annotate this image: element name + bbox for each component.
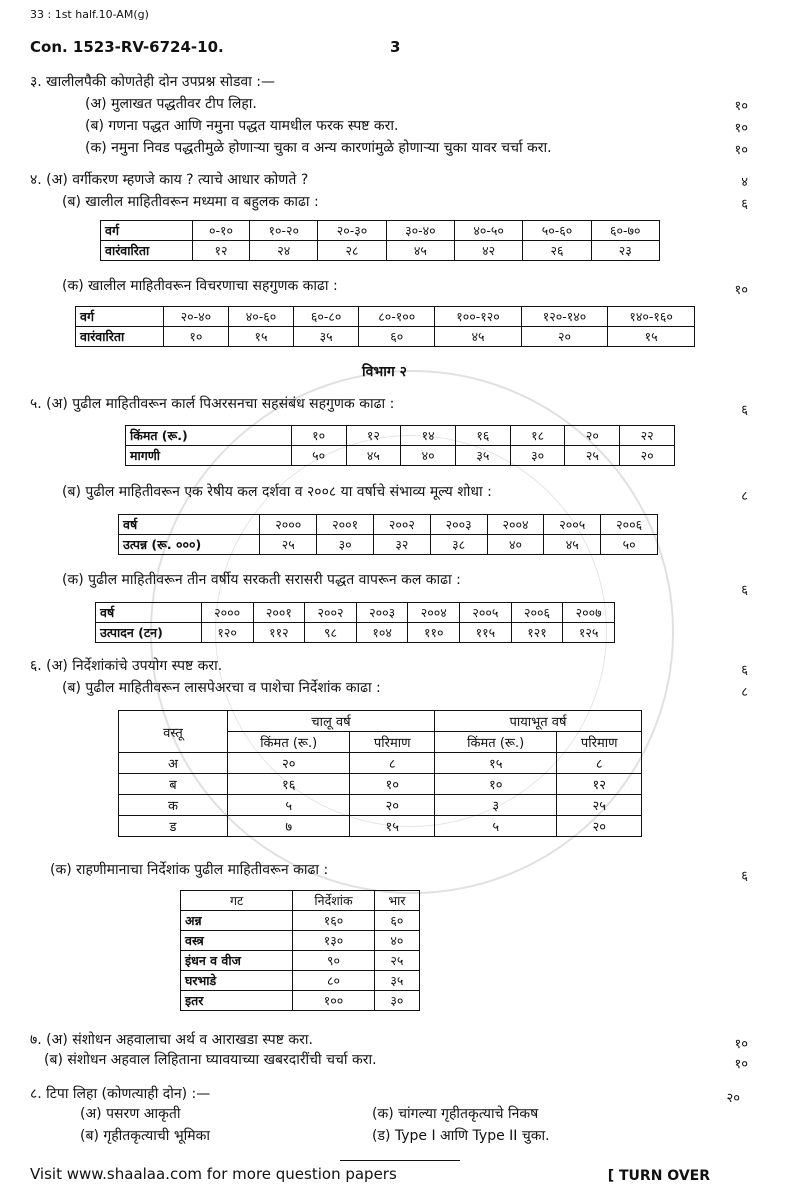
table-cell: ५०-६० <box>523 221 591 241</box>
paper-code: 33 : 1st half.10-AM(g) <box>30 8 149 21</box>
table-cell: ३० <box>510 446 565 466</box>
q8-marks: २० <box>726 1091 740 1106</box>
table-cell: २० <box>350 795 435 816</box>
table-cell: ६०-८० <box>294 307 359 327</box>
q7-b-marks: १० <box>734 1057 748 1072</box>
table-cell: २६ <box>523 241 591 261</box>
q4-table-1 <box>100 220 660 261</box>
table-cell: २० <box>228 753 350 774</box>
table-cell: १०-२० <box>250 221 318 241</box>
q5-a: ५. (अ) पुढील माहितीवरून कार्ल पिअरसनचा सहसंबंध सहगुणक काढा : <box>30 396 395 412</box>
table-cell: ३० <box>317 535 374 555</box>
q8-c: (क) चांगल्या गृहीतकृत्याचे निकष <box>372 1106 539 1122</box>
q3-a-marks: १० <box>734 99 748 114</box>
table-cell: २००५ <box>460 603 512 623</box>
end-divider <box>340 1160 460 1161</box>
q4-a: ४. (अ) वर्गीकरण म्हणजे काय ? त्याचे आधार कोणते ? <box>30 172 309 188</box>
table-cell: १४ <box>401 426 456 446</box>
q6-a-marks: ६ <box>741 663 748 678</box>
table-cell: ६० <box>374 911 419 931</box>
table-row <box>181 951 420 971</box>
q5-table-c <box>95 602 615 643</box>
table-cell: ४०-५० <box>455 221 523 241</box>
table-row <box>76 307 695 327</box>
table-cell: इंधन व वीज <box>181 951 293 971</box>
table-cell: ३० <box>374 991 419 1011</box>
table-cell: ३०-४० <box>386 221 454 241</box>
q3-b-marks: १० <box>734 121 748 136</box>
table-header-price: किंमत (रू.) <box>126 426 292 446</box>
table-cell: २०-४० <box>163 307 228 327</box>
table-cell: २० <box>565 426 620 446</box>
table-cell: २० <box>521 327 608 347</box>
q5-c: (क) पुढील माहितीवरून तीन वर्षीय सरकती सरासरी पद्धत वापरून कल काढा : <box>62 572 461 588</box>
q5-a-marks: ६ <box>741 403 748 418</box>
table-header-price: किंमत (रू.) <box>434 732 556 753</box>
table-cell: २००१ <box>253 603 305 623</box>
table-cell: २००५ <box>544 515 601 535</box>
table-cell: १२ <box>192 241 249 261</box>
table-cell: ६०-७० <box>591 221 659 241</box>
q3-c: (क) नमुना निवड पद्धतीमुळे होणाऱ्या चुका व अन्य कारणांमुळे होणाऱ्या चुका यावर चर्चा करा. <box>85 140 552 156</box>
table-cell: १२५ <box>563 623 615 643</box>
q4-b: (ब) खालील माहितीवरून मध्यमा व बहुलक काढा : <box>62 194 319 210</box>
turn-over-label: [ TURN OVER <box>607 1168 710 1184</box>
table-cell: १५ <box>608 327 695 347</box>
table-cell: ५० <box>601 535 658 555</box>
table-cell: १६ <box>456 426 511 446</box>
table-cell: ३५ <box>294 327 359 347</box>
q5-table-b <box>118 514 658 555</box>
table-cell: २००० <box>260 515 317 535</box>
table-cell: २००३ <box>356 603 408 623</box>
table-cell: ११२ <box>253 623 305 643</box>
table-cell: २५ <box>557 795 642 816</box>
table-cell: २५ <box>565 446 620 466</box>
table-header-quantity: परिमाण <box>350 732 435 753</box>
table-cell: ३८ <box>430 535 487 555</box>
table-cell: १२० <box>201 623 253 643</box>
q4-c-marks: १० <box>734 283 748 298</box>
footer-visit-text: Visit www.shaalaa.com for more question papers <box>30 1165 397 1183</box>
table-row <box>96 603 615 623</box>
table-cell: २००७ <box>563 603 615 623</box>
table-cell: १५ <box>228 327 293 347</box>
table-header-demand: मागणी <box>126 446 292 466</box>
q6-b-marks: ८ <box>741 685 748 700</box>
table-cell: १४०-१६० <box>608 307 695 327</box>
table-header-frequency: वारंवारिता <box>101 241 193 261</box>
q6-c: (क) राहणीमानाचा निर्देशांक पुढील माहितीवरून काढा : <box>50 862 329 878</box>
table-cell: ११५ <box>460 623 512 643</box>
q4-c: (क) खालील माहितीवरून विचरणाचा सहगुणक काढा : <box>62 278 338 294</box>
table-cell: ०-१० <box>192 221 249 241</box>
table-header-class: वर्ग <box>101 221 193 241</box>
table-row <box>126 446 675 466</box>
table-cell: १० <box>291 426 346 446</box>
table-cell: २०-३० <box>318 221 386 241</box>
table-cell: २००३ <box>430 515 487 535</box>
table-cell: २००४ <box>408 603 460 623</box>
table-header-group: गट <box>181 891 293 911</box>
table-cell: १० <box>350 774 435 795</box>
table-cell: ७ <box>228 816 350 837</box>
q7-a: ७. (अ) संशोधन अहवालाचा अर्थ व आराखडा स्पष्ट करा. <box>30 1032 313 1048</box>
q8-d: (ड) Type I आणि Type II चुका. <box>372 1128 550 1144</box>
table-row <box>101 221 660 241</box>
table-cell: ३५ <box>456 446 511 466</box>
section-heading: विभाग २ <box>362 364 407 380</box>
con-number: Con. 1523-RV-6724-10. <box>30 38 224 56</box>
table-cell: घरभाडे <box>181 971 293 991</box>
table-cell: २८ <box>318 241 386 261</box>
q6-table-b <box>118 710 642 837</box>
q5-c-marks: ६ <box>741 583 748 598</box>
table-cell: ३२ <box>373 535 430 555</box>
table-cell: २५ <box>374 951 419 971</box>
table-cell: ८० <box>293 971 375 991</box>
table-cell: क <box>119 795 228 816</box>
table-header-frequency: वारंवारिता <box>76 327 164 347</box>
table-cell: ३५ <box>374 971 419 991</box>
table-cell: १५ <box>434 753 556 774</box>
q4-b-marks: ६ <box>741 197 748 212</box>
table-cell: २००१ <box>317 515 374 535</box>
q8-a: (अ) पसरण आकृती <box>80 1106 181 1122</box>
table-header-item: वस्तू <box>119 711 228 753</box>
table-cell: १००-१२० <box>435 307 522 327</box>
table-header-current-year: चालू वर्ष <box>228 711 435 732</box>
q6-a: ६. (अ) निर्देशांकांचे उपयोग स्पष्ट करा. <box>30 658 223 674</box>
table-cell: वस्त्र <box>181 931 293 951</box>
q6-table-c <box>180 890 420 1011</box>
table-header-index: निर्देशांक <box>293 891 375 911</box>
table-cell: ४५ <box>386 241 454 261</box>
table-header-year: वर्ष <box>96 603 202 623</box>
table-cell: १२ <box>557 774 642 795</box>
table-cell: अ <box>119 753 228 774</box>
table-cell: ६० <box>359 327 435 347</box>
table-cell: २००६ <box>601 515 658 535</box>
table-row <box>76 327 695 347</box>
q3-b: (ब) गणना पद्धत आणि नमुना पद्धत यामधील फरक स्पष्ट करा. <box>85 118 399 134</box>
table-header-class: वर्ग <box>76 307 164 327</box>
table-cell: ४५ <box>346 446 401 466</box>
table-cell: ५ <box>228 795 350 816</box>
q6-b: (ब) पुढील माहितीवरून लासपेअरचा व पाशेचा निर्देशांक काढा : <box>62 680 381 696</box>
table-header-year: वर्ष <box>119 515 260 535</box>
table-row <box>101 241 660 261</box>
table-cell: ५ <box>434 816 556 837</box>
table-cell: २० <box>557 816 642 837</box>
table-cell: ९८ <box>305 623 357 643</box>
q5-b-marks: ८ <box>741 489 748 504</box>
table-cell: १२०-१४० <box>521 307 608 327</box>
table-cell: १०४ <box>356 623 408 643</box>
table-cell: २००२ <box>373 515 430 535</box>
table-cell: २३ <box>591 241 659 261</box>
table-cell: १२ <box>346 426 401 446</box>
table-row <box>126 426 675 446</box>
table-cell: ८ <box>557 753 642 774</box>
table-cell: २५ <box>260 535 317 555</box>
table-cell: ३ <box>434 795 556 816</box>
table-cell: १० <box>434 774 556 795</box>
table-cell: १० <box>163 327 228 347</box>
table-header-weight: भार <box>374 891 419 911</box>
table-header-quantity: परिमाण <box>557 732 642 753</box>
table-cell: ४०-६० <box>228 307 293 327</box>
table-cell: ९० <box>293 951 375 971</box>
table-row <box>119 515 658 535</box>
table-cell: २००२ <box>305 603 357 623</box>
table-cell: अन्न <box>181 911 293 931</box>
table-cell: १२१ <box>511 623 563 643</box>
table-row <box>181 931 420 951</box>
table-row <box>119 753 642 774</box>
table-header-income: उत्पन्न (रू. ०००) <box>119 535 260 555</box>
table-header-price: किंमत (रू.) <box>228 732 350 753</box>
table-cell: २००० <box>201 603 253 623</box>
table-cell: ४५ <box>435 327 522 347</box>
table-cell: १०० <box>293 991 375 1011</box>
table-cell: २००४ <box>487 515 544 535</box>
table-row <box>181 991 420 1011</box>
table-cell: ५० <box>291 446 346 466</box>
table-header-production: उत्पादन (टन) <box>96 623 202 643</box>
table-cell: ११० <box>408 623 460 643</box>
table-cell: २२ <box>620 426 675 446</box>
table-row <box>119 816 642 837</box>
table-cell: ड <box>119 816 228 837</box>
table-row <box>119 535 658 555</box>
q7-b: (ब) संशोधन अहवाल लिहिताना घ्यावयाच्या खबरदारींची चर्चा करा. <box>44 1052 377 1068</box>
table-cell: ब <box>119 774 228 795</box>
table-cell: २४ <box>250 241 318 261</box>
table-row <box>119 711 642 732</box>
table-cell: १८ <box>510 426 565 446</box>
table-row <box>181 911 420 931</box>
table-cell: ४० <box>401 446 456 466</box>
q3-title: ३. खालीलपैकी कोणतेही दोन उपप्रश्न सोडवा :— <box>30 74 276 90</box>
q4-table-2 <box>75 306 695 347</box>
table-cell: १६ <box>228 774 350 795</box>
table-cell: २० <box>620 446 675 466</box>
table-header-base-year: पायाभूत वर्ष <box>434 711 641 732</box>
table-cell: ४० <box>374 931 419 951</box>
q4-a-marks: ४ <box>741 175 748 190</box>
page-number: 3 <box>390 38 401 56</box>
table-row <box>96 623 615 643</box>
q6-c-marks: ६ <box>741 869 748 884</box>
table-cell: इतर <box>181 991 293 1011</box>
q8-title: ८. टिपा लिहा (कोणत्याही दोन) :— <box>30 1086 211 1102</box>
table-row <box>181 891 420 911</box>
q3-c-marks: १० <box>734 143 748 158</box>
table-cell: १५ <box>350 816 435 837</box>
table-cell: ४५ <box>544 535 601 555</box>
q5-b: (ब) पुढील माहितीवरून एक रेषीय कल दर्शवा व २००८ या वर्षाचे संभाव्य मूल्य शोधा : <box>62 484 492 500</box>
table-row <box>119 795 642 816</box>
table-cell: २००६ <box>511 603 563 623</box>
table-row <box>181 971 420 991</box>
table-cell: ८०-१०० <box>359 307 435 327</box>
table-row <box>119 774 642 795</box>
table-cell: ४० <box>487 535 544 555</box>
q8-b: (ब) गृहीतकृत्याची भूमिका <box>80 1128 211 1144</box>
table-cell: १६० <box>293 911 375 931</box>
q7-a-marks: १० <box>734 1037 748 1052</box>
table-cell: ४२ <box>455 241 523 261</box>
table-cell: ८ <box>350 753 435 774</box>
q3-a: (अ) मुलाखत पद्धतीवर टीप लिहा. <box>85 96 257 112</box>
q5-table-a <box>125 425 675 466</box>
table-cell: १३० <box>293 931 375 951</box>
